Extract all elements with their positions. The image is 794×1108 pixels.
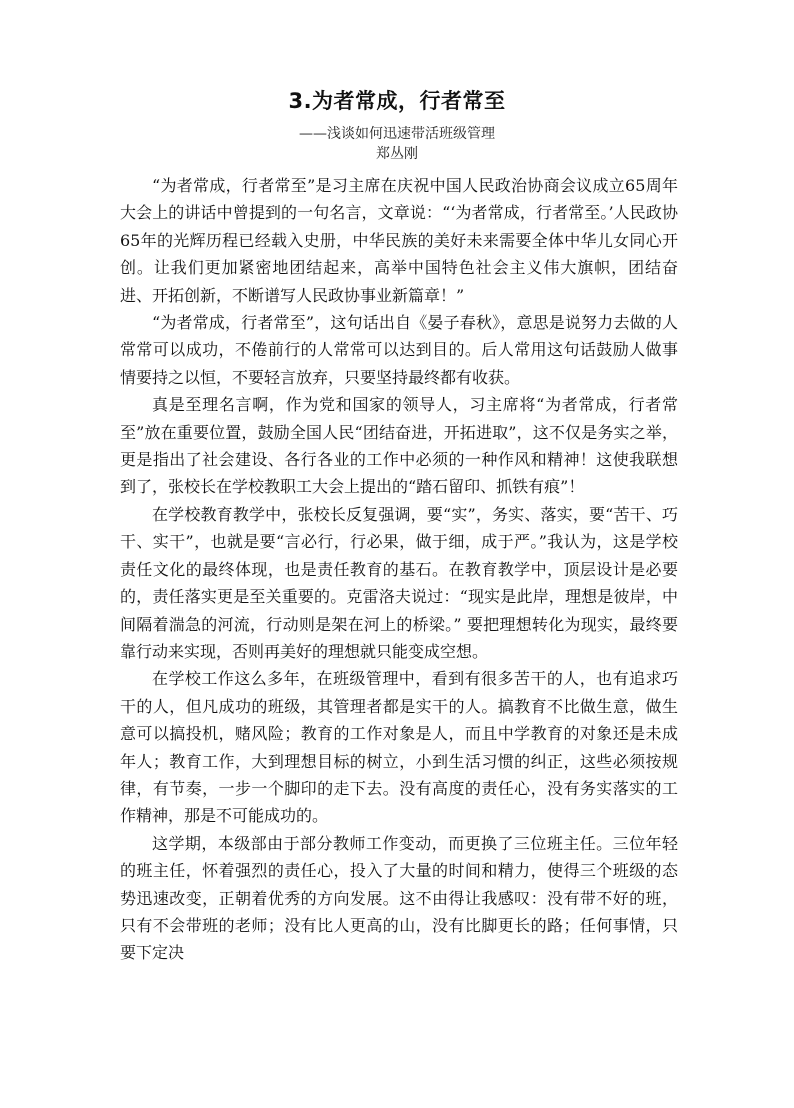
article-title: 3.为者常成，行者常至 (288, 89, 506, 113)
paragraph: “为者常成，行者常至”，这句话出自《晏子春秋》，意思是说努力去做的人常常可以成功，不倦前行的人常常可以达到目的。后人常用这句话鼓励人做事情要持之以恒，不要轻言放弃，只要坚持最终都有收获。 (120, 313, 678, 387)
article-body (120, 172, 678, 967)
article-subtitle: ——浅谈如何迅速带活班级管理 (299, 126, 495, 142)
paragraph: 在学校教育教学中，张校长反复强调，要“实”，务实、落实，要“苦干、巧干、实干”，也就是要“言必行，行必果，做于细，成于严。”我认为，这是学校责任文化的最终体现，也是责任教育的基石。在教育教学中，顶层设计是必要的，责任落实更是至关重要的。克雷洛夫说过：“现实是此岸，理想是彼岸，中间隔着湍急的河流，行动则是架在河上的桥梁。” 要把理想转化为现实，最终要靠行动来实现，否则再美好的理想就只能变成空想。 (120, 504, 678, 661)
paragraph: 真是至理名言啊，作为党和国家的领导人，习主席将“为者常成，行者常至”放在重要位置，鼓励全国人民“团结奋进，开拓进取”，这不仅是务实之举，更是指出了社会建设、各行各业的工作中必须的一种作风和精神！这使我联想到了，张校长在学校教职工大会上提出的“踏石留印、抓铁有痕”！ (120, 395, 678, 497)
paragraph: “为者常成，行者常至”是习主席在庆祝中国人民政治协商会议成立65周年大会上的讲话中曾提到的一句名言，文章说：“‘为者常成，行者常至。’人民政协65年的光辉历程已经载入史册，中华民族的美好未来需要全体中华儿女同心开创。让我们更加紧密地团结起来，高举中国特色社会主义伟大旗帜，团结奋进、开拓创新，不断谱写人民政协事业新篇章！” (120, 176, 678, 305)
paragraph: 这学期，本级部由于部分教师工作变动，而更换了三位班主任。三位年轻的班主任，怀着强烈的责任心，投入了大量的时间和精力，使得三个班级的态势迅速改变，正朝着优秀的方向发展。这不由得让我感叹：没有带不好的班，只有不会带班的老师；没有比人更高的山，没有比脚更长的路；任何事情，只要下定决 (120, 833, 678, 963)
paragraph: 在学校工作这么多年，在班级管理中，看到有很多苦干的人，也有追求巧干的人，但凡成功的班级，其管理者都是实干的人。搞教育不比做生意，做生意可以搞投机，赌风险；教育的工作对象是人，而且中学教育的对象还是未成年人；教育工作，大到理想目标的树立，小到生活习惯的纠正，这些必须按规律，有节奏，一步一个脚印的走下去。没有高度的责任心，没有务实落实的工作精神，那是不可能成功的。 (120, 669, 678, 826)
article-author: 郑丛刚 (376, 146, 418, 162)
